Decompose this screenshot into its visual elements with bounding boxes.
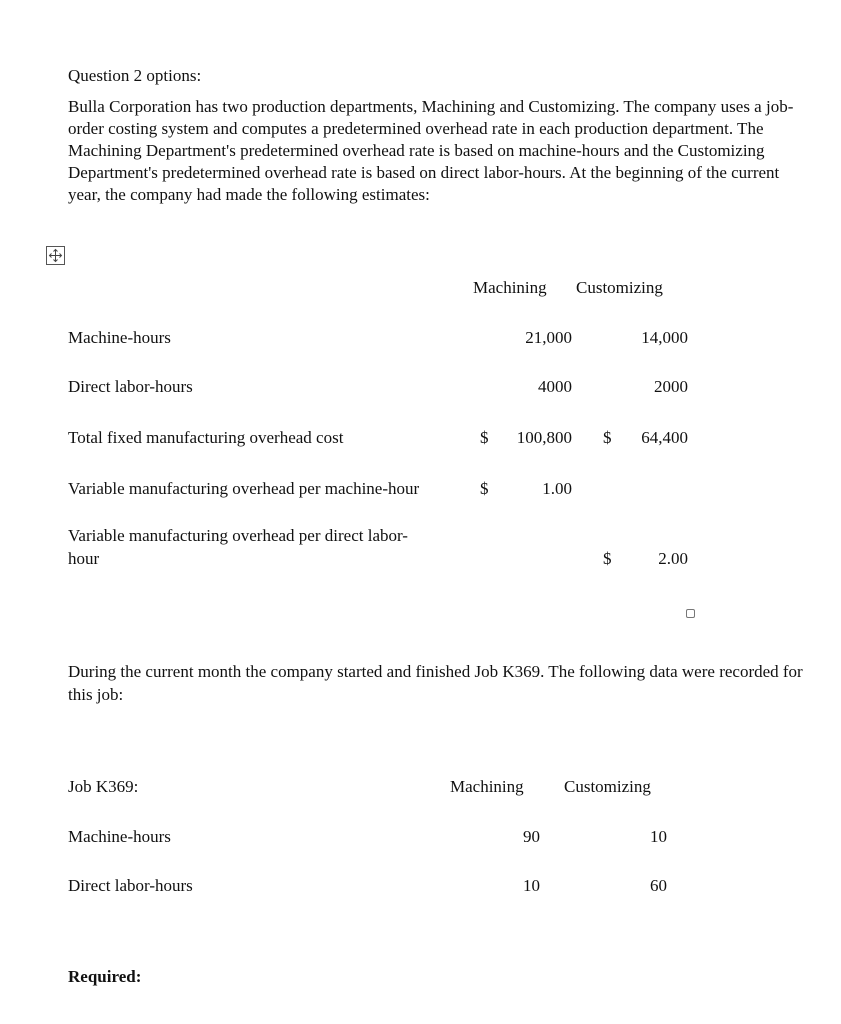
machining-value: 21,000 — [525, 328, 572, 347]
dollar-sign: $ — [603, 428, 612, 447]
table-move-handle-icon[interactable] — [46, 246, 65, 265]
customizing-value: 2000 — [654, 377, 688, 396]
machining-value: 100,800 — [516, 428, 572, 447]
machining-value: 10 — [523, 876, 540, 895]
machining-value: 90 — [523, 827, 540, 846]
column-header-machining: Machining — [450, 777, 524, 796]
row-label-line-2: hour — [68, 549, 100, 568]
customizing-value: 10 — [650, 827, 667, 846]
row-label: Machine-hours — [68, 827, 171, 846]
table-resize-handle-icon[interactable] — [686, 609, 695, 618]
row-label: Variable manufacturing overhead per machine-hour — [68, 479, 420, 498]
row-label: Total fixed manufacturing overhead cost — [68, 428, 344, 447]
dollar-sign: $ — [603, 549, 612, 568]
question-intro: Bulla Corporation has two production departments, Machining and Customizing. The company uses a job-order costing system and computes a predetermined overhead rate in each production department. The Machining Department's predetermined overhead rate is based on machine-hours and the Customizing Department's predetermined overhead rate is based on direct labor-hours. At the beginning of the current year, the company had made the following estimates: — [68, 97, 794, 204]
column-header-customizing: Customizing — [564, 777, 651, 796]
row-label: Machine-hours — [68, 328, 171, 347]
customizing-value: 60 — [650, 876, 667, 895]
dollar-sign: $ — [480, 479, 489, 498]
column-header-customizing: Customizing — [576, 278, 663, 297]
customizing-value: 64,400 — [641, 428, 688, 447]
job-intro: During the current month the company started and finished Job K369. The following data were recorded for this job: — [68, 662, 803, 704]
customizing-value: 2.00 — [658, 549, 688, 568]
question-heading: Question 2 options: — [68, 66, 202, 85]
row-label: Direct labor-hours — [68, 876, 193, 895]
machining-value: 4000 — [538, 377, 572, 396]
customizing-value: 14,000 — [641, 328, 688, 347]
machining-value: 1.00 — [542, 479, 572, 498]
row-label: Direct labor-hours — [68, 377, 193, 396]
job-title: Job K369: — [68, 777, 139, 796]
dollar-sign: $ — [480, 428, 489, 447]
row-label-line-1: Variable manufacturing overhead per direct labor- — [68, 526, 408, 545]
required-label: Required: — [68, 967, 142, 986]
column-header-machining: Machining — [473, 278, 547, 297]
